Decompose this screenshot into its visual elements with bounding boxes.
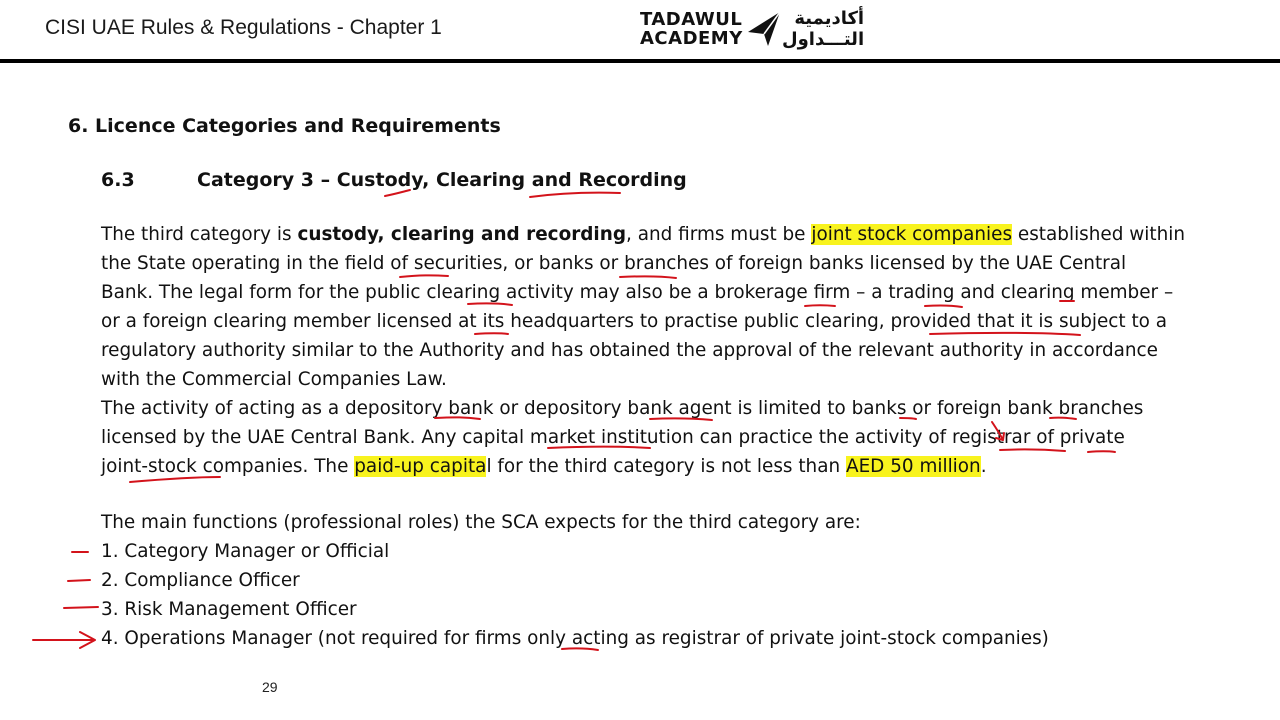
logo-latin-text bbox=[640, 10, 743, 48]
paragraph-line-6: with the Commercial Companies Law. bbox=[101, 369, 447, 390]
highlight-joint-stock: joint stock companies bbox=[811, 224, 1013, 245]
paragraph-line-7: The activity of acting as a depository bank or depository bank agent is limited to banks or foreign bank branches bbox=[101, 398, 1144, 419]
header-divider bbox=[0, 59, 1280, 63]
subsection-number: 6.3 bbox=[101, 169, 135, 191]
paragraph-line-5: regulatory authority similar to the Authority and has obtained the approval of the relevant authority in accordance bbox=[101, 340, 1158, 361]
paragraph-line-4: or a foreign clearing member licensed at its headquarters to practise public clearing, provided that it is subject to a bbox=[101, 311, 1168, 332]
bold-text: custody, clearing and recording bbox=[297, 224, 626, 245]
logo-arabic-line-2: التـــداول bbox=[782, 29, 865, 50]
logo-arabic-text bbox=[782, 8, 864, 50]
header-title: CISI UAE Rules & Regulations - Chapter 1 bbox=[45, 16, 442, 39]
text-run: The third category is bbox=[101, 224, 298, 245]
logo-latin-line-1: TADAWUL bbox=[640, 9, 743, 30]
page-number: 29 bbox=[262, 679, 278, 695]
highlight-paid-up-capital: paid-up capita bbox=[354, 456, 487, 477]
role-item: 3. Risk Management Officer bbox=[101, 599, 357, 620]
role-item: 4. Operations Manager (not required for firms only acting as registrar of private joint-stock companies) bbox=[101, 628, 1049, 649]
subsection-title: Category 3 – Custody, Clearing and Recording bbox=[197, 169, 687, 191]
roles-section bbox=[101, 508, 1236, 653]
role-item: 2. Compliance Officer bbox=[101, 570, 300, 591]
logo-latin-line-2: ACADEMY bbox=[640, 28, 743, 49]
paragraph-line-3: Bank. The legal form for the public clearing activity may also be a brokerage firm – a trading and clearing member – bbox=[101, 282, 1174, 303]
logo-arabic-line-1: أكاديمية bbox=[794, 8, 865, 29]
text-run: joint-stock companies. The bbox=[101, 456, 355, 477]
paragraph-line-2: the State operating in the field of securities, or banks or branches of foreign banks licensed by the UAE Central bbox=[101, 253, 1127, 274]
paper-plane-icon bbox=[746, 10, 782, 48]
paragraph-line-9 bbox=[101, 452, 1236, 481]
body-paragraph bbox=[101, 220, 1236, 481]
tadawul-academy-logo bbox=[640, 8, 880, 52]
pen-dash bbox=[64, 607, 98, 608]
section-heading: 6. Licence Categories and Requirements bbox=[68, 115, 501, 137]
text-run: established within bbox=[1012, 224, 1186, 245]
paragraph-line-1 bbox=[101, 220, 1236, 249]
role-item: 1. Category Manager or Official bbox=[101, 541, 390, 562]
pen-underline bbox=[530, 193, 620, 197]
text-run: l for the third category is not less than bbox=[486, 456, 846, 477]
roles-intro: The main functions (professional roles) the SCA expects for the third category are: bbox=[101, 512, 861, 533]
text-run: , and firms must be bbox=[626, 224, 812, 245]
text-run: . bbox=[980, 456, 987, 477]
paragraph-line-8: licensed by the UAE Central Bank. Any capital market institution can practice the activity of registrar of private bbox=[101, 427, 1125, 448]
pen-arrow bbox=[80, 632, 95, 648]
highlight-aed-50-million: AED 50 million bbox=[845, 456, 981, 477]
pen-dash bbox=[68, 580, 90, 581]
